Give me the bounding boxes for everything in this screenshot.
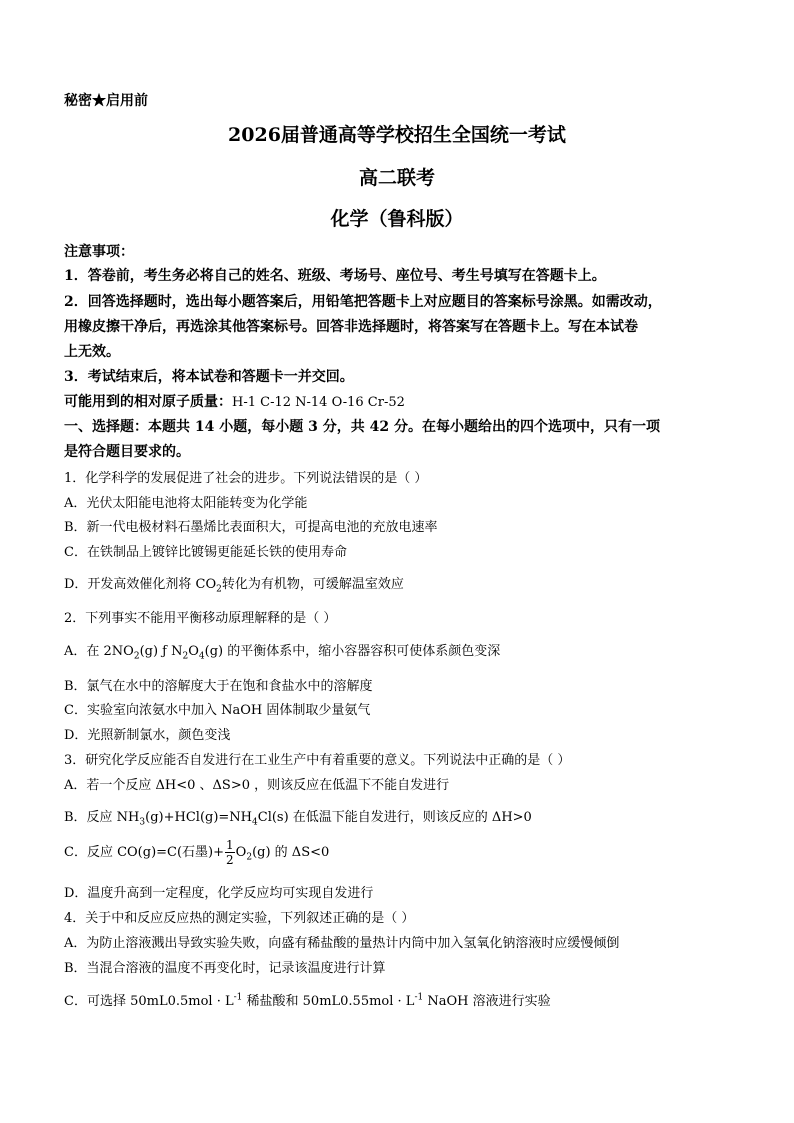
q4-stem: 4．关于中和反应反应热的测定实验，下列叙述正确的是（ ） bbox=[64, 911, 415, 926]
exam-subtitle: 高二联考 bbox=[358, 167, 435, 189]
q3-option-c: C．反应 CO(g)=C(石墨)+ $\frac{1}{2}$ $O_2(g)$ 的 ΔS<0 bbox=[64, 838, 330, 867]
section-1-line-2: 是符合题目要求的。 bbox=[64, 444, 190, 460]
secret-tag: 秘密★启用前 bbox=[64, 93, 148, 109]
atomic-mass-label: 可能用到的相对原子质量： bbox=[64, 394, 232, 410]
q4-option-c: C．可选择 $50mL0.5mol \cdot L^{-1}$ 稀盐酸和 $50mL0.55mol \cdot L^{-1}$ NaOH 溶液进行实验 bbox=[64, 992, 551, 1009]
notice-item-3: 3．考试结束后，将本试卷和答题卡一并交回。 bbox=[64, 369, 354, 385]
q4-option-b: B．当混合溶液的温度不再变化时，记录该温度进行计算 bbox=[64, 961, 386, 976]
q4-option-a: A．为防止溶液溅出导致实验失败，向盛有稀盐酸的量热计内筒中加入氢氧化钠溶液时应缓慢倾倒 bbox=[64, 936, 620, 951]
q2-option-b: B．氯气在水中的溶解度大于在饱和食盐水中的溶解度 bbox=[64, 679, 373, 694]
atomic-mass-line bbox=[64, 391, 405, 411]
notice-item-2-line-1: 2．回答选择题时，选出每小题答案后，用铅笔把答题卡上对应题目的答案标号涂黑。如需改动， bbox=[64, 294, 662, 310]
notice-item-2-line-3: 上无效。 bbox=[64, 344, 120, 360]
atomic-mass-values: H-1 C-12 N-14 O-16 Cr-52 bbox=[232, 395, 405, 410]
q1-option-b: B．新一代电极材料石墨烯比表面积大，可提高电池的充放电速率 bbox=[64, 520, 438, 535]
q3-option-b: B．反应 $NH_3(g)+HCl(g)=NH_4Cl(s)$ 在低温下能自发进行，则该反应的 ΔH>0 bbox=[64, 810, 532, 828]
q1-option-c: C．在铁制品上镀锌比镀锡更能延长铁的使用寿命 bbox=[64, 545, 347, 560]
fraction-one-half: $\frac{1}{2}$ bbox=[226, 838, 234, 867]
notice-item-1: 1．答卷前，考生务必将自己的姓名、班级、考场号、座位号、考生号填写在答题卡上。 bbox=[64, 268, 606, 284]
notice-heading: 注意事项： bbox=[64, 244, 134, 260]
q3-stem: 3．研究化学反应能否自发进行在工业生产中有着重要的意义。下列说法中正确的是（ ） bbox=[64, 753, 571, 768]
notice-item-2-line-2: 用橡皮擦干净后，再选涂其他答案标号。回答非选择题时，将答案写在答题卡上。写在本试卷 bbox=[64, 319, 638, 335]
q2-option-c: C．实验室向浓氨水中加入 NaOH 固体制取少量氨气 bbox=[64, 703, 371, 718]
q3-option-a: A．若一个反应 ΔH<0 、ΔS>0 ，则该反应在低温下不能自发进行 bbox=[64, 778, 450, 793]
q2-stem: 2．下列事实不能用平衡移动原理解释的是（ ） bbox=[64, 611, 337, 626]
exam-title: 2026届普通高等学校招生全国统一考试 bbox=[228, 124, 566, 146]
q1-option-d: D．开发高效催化剂将 $CO_2$转化为有机物，可缓解温室效应 bbox=[64, 577, 404, 595]
q2-option-a: A．在 $2NO_2(g)$ ƒ $N_2O_4(g)$ 的平衡体系中，缩小容器容积可使体系颜色变深 bbox=[64, 644, 501, 662]
q3-option-d: D．温度升高到一定程度，化学反应均可实现自发进行 bbox=[64, 886, 374, 901]
exam-subject: 化学（鲁科版） bbox=[330, 208, 464, 230]
q2-option-d: D．光照新制氯水，颜色变浅 bbox=[64, 728, 231, 743]
q1-option-a: A．光伏太阳能电池将太阳能转变为化学能 bbox=[64, 496, 308, 511]
q1-stem: 1．化学科学的发展促进了社会的进步。下列说法错误的是（ ） bbox=[64, 471, 428, 486]
section-1-line-1: 一、选择题：本题共 14 小题，每小题 3 分，共 42 分。在每小题给出的四个选项中，只有一项 bbox=[64, 419, 660, 435]
